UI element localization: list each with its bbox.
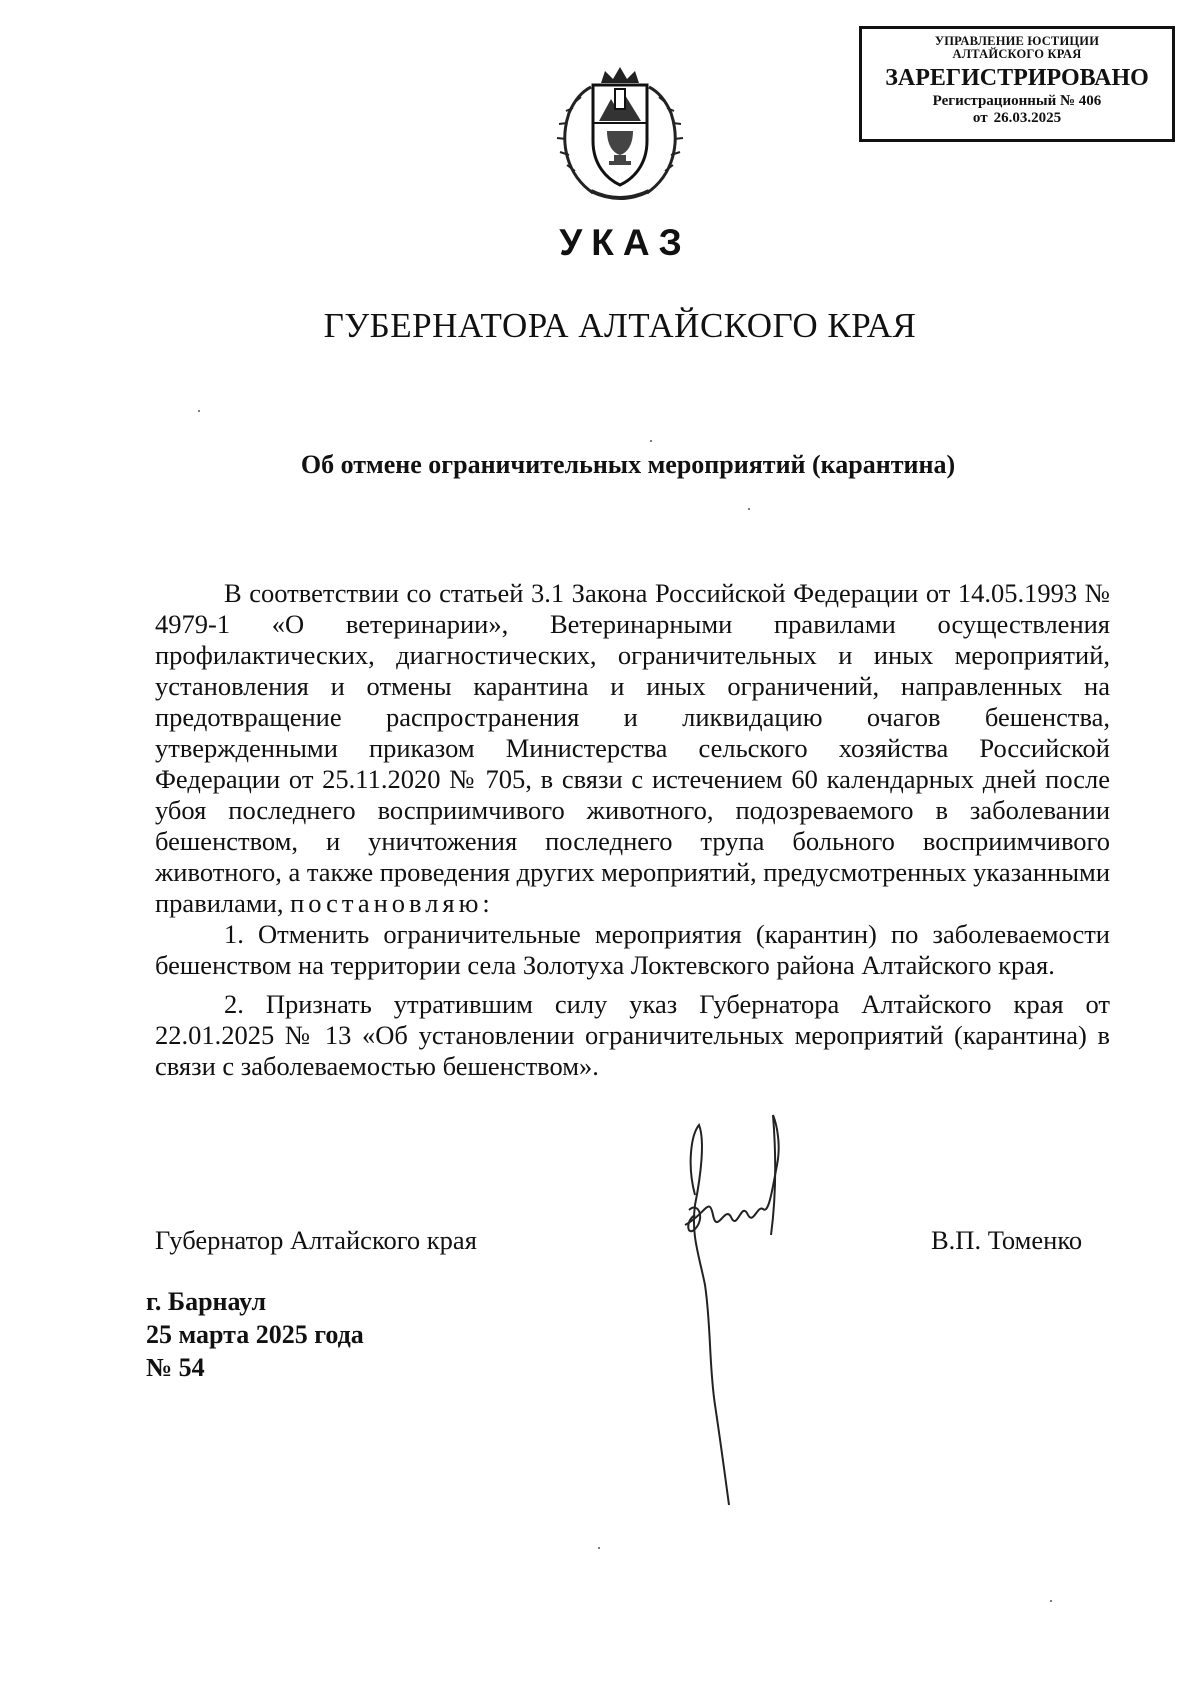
- registration-stamp: [859, 26, 1175, 142]
- scan-speck: [1050, 1600, 1052, 1602]
- decree-word: постановляю:: [290, 888, 494, 918]
- scan-speck: [748, 508, 750, 510]
- coat-of-arms-icon: [553, 63, 687, 203]
- stamp-status: ЗАРЕГИСТРИРОВАНО: [885, 65, 1149, 91]
- stamp-date-prefix: от: [972, 110, 988, 126]
- stamp-reg-number: Регистрационный № 406: [932, 93, 1102, 109]
- issue-details: [146, 1285, 364, 1384]
- signer-name: В.П. Томенко: [931, 1225, 1083, 1255]
- stamp-date: 26.03.2025: [993, 110, 1062, 126]
- preamble-text: В соответствии со статьей 3.1 Закона Российской Федерации от 14.05.1993 № 4979-1 «О ветеринарии», Ветеринарными правилами осуществления профилактических, диагностических, ограничительных и иных мероприятий, установления и отмены карантина и иных ограничений, направленных на предотвращение распространения и ликвидацию очагов бешенства, утвержденными приказом Министерства сельского хозяйства Российской Федерации от 25.11.2020 № 705, в связи с истечением 60 календарных дней после убоя последнего восприимчивого животного, подозреваемого в заболевании бешенством, и уничтожения последнего трупа больного восприимчивого животного, а также проведения других мероприятий, предусмотренных указанными правилами,: [155, 578, 1110, 918]
- stamp-org-line1: УПРАВЛЕНИЕ ЮСТИЦИИ: [934, 34, 1100, 48]
- document-subject: Об отмене ограничительных мероприятий (карантина): [300, 450, 956, 479]
- issuing-authority: ГУБЕРНАТОРА АЛТАЙСКОГО КРАЯ: [323, 306, 917, 345]
- preamble-paragraph: [155, 578, 1110, 919]
- issue-city: г. Барнаул: [146, 1287, 267, 1316]
- handwritten-signature: [665, 1105, 825, 1515]
- document-type-title: УКАЗ: [559, 222, 691, 263]
- issue-date: 25 марта 2025 года: [146, 1320, 364, 1349]
- scan-speck: [598, 1547, 600, 1549]
- item-2-paragraph: 2. Признать утратившим силу указ Губернатора Алтайского края от 22.01.2025 № 13 «Об установлении ограничительных мероприятий (карантина) в связи с заболеваемостью бешенством».: [155, 989, 1110, 1081]
- item-1-paragraph: 1. Отменить ограничительные мероприятия (карантин) по заболеваемости бешенством на территории села Золотуха Локтевского района Алтайского края.: [155, 919, 1110, 980]
- signer-title: Губернатор Алтайского края: [155, 1225, 477, 1255]
- stamp-org-line2: АЛТАЙСКОГО КРАЯ: [952, 47, 1082, 61]
- document-body: [155, 578, 1110, 1082]
- scan-speck: [198, 410, 200, 412]
- issue-number: № 54: [146, 1353, 205, 1382]
- stamp-date-line: [862, 110, 1172, 127]
- scan-speck: [650, 440, 652, 442]
